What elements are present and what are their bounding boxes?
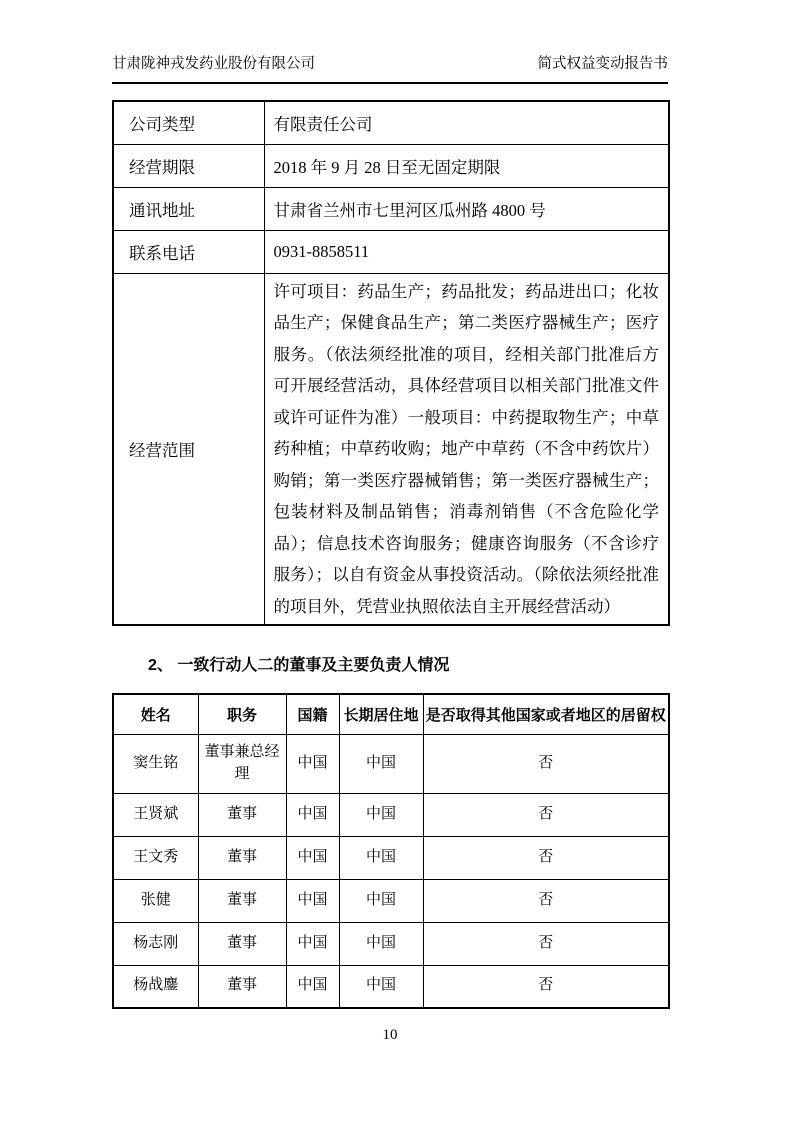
info-label-company-type: 公司类型 <box>113 101 264 144</box>
director-name: 杨战鏖 <box>113 965 198 1008</box>
director-residence: 中国 <box>339 836 423 879</box>
table-row <box>113 793 669 836</box>
table-header-row <box>113 694 669 734</box>
director-foreign-residency: 否 <box>423 734 669 793</box>
directors-table <box>112 693 670 1009</box>
director-nationality: 中国 <box>286 965 339 1008</box>
page-header <box>112 52 668 84</box>
director-residence: 中国 <box>339 965 423 1008</box>
director-nationality: 中国 <box>286 879 339 922</box>
director-name: 张健 <box>113 879 198 922</box>
director-foreign-residency: 否 <box>423 879 669 922</box>
column-header-name: 姓名 <box>113 694 198 734</box>
table-row <box>113 230 669 273</box>
info-value-phone: 0931-8858511 <box>264 230 669 273</box>
column-header-position: 职务 <box>198 694 286 734</box>
director-foreign-residency: 否 <box>423 922 669 965</box>
table-row <box>113 273 669 625</box>
table-row <box>113 922 669 965</box>
director-nationality: 中国 <box>286 734 339 793</box>
director-position: 董事 <box>198 793 286 836</box>
header-company-name: 甘肃陇神戎发药业股份有限公司 <box>112 56 315 72</box>
table-row <box>113 734 669 793</box>
info-value-operating-term: 2018 年 9 月 28 日至无固定期限 <box>264 144 669 187</box>
info-label-operating-term: 经营期限 <box>113 144 264 187</box>
director-foreign-residency: 否 <box>423 836 669 879</box>
director-nationality: 中国 <box>286 922 339 965</box>
director-position: 董事 <box>198 836 286 879</box>
info-value-address: 甘肃省兰州市七里河区瓜州路 4800 号 <box>264 187 669 230</box>
director-residence: 中国 <box>339 734 423 793</box>
director-nationality: 中国 <box>286 836 339 879</box>
director-position: 董事 <box>198 965 286 1008</box>
director-residence: 中国 <box>339 879 423 922</box>
director-foreign-residency: 否 <box>423 965 669 1008</box>
page-number: 10 <box>382 1027 398 1043</box>
column-header-nationality: 国籍 <box>286 694 339 734</box>
table-row <box>113 879 669 922</box>
director-foreign-residency: 否 <box>423 793 669 836</box>
table-row <box>113 836 669 879</box>
column-header-foreign-residency: 是否取得其他国家或者地区的居留权 <box>423 694 669 734</box>
column-header-residence: 长期居住地 <box>339 694 423 734</box>
director-name: 王文秀 <box>113 836 198 879</box>
director-position: 董事 <box>198 922 286 965</box>
info-value-company-type: 有限责任公司 <box>264 101 669 144</box>
table-row <box>113 144 669 187</box>
director-nationality: 中国 <box>286 793 339 836</box>
director-residence: 中国 <box>339 793 423 836</box>
director-name: 王贤斌 <box>113 793 198 836</box>
info-value-business-scope: 许可项目：药品生产；药品批发；药品进出口；化妆品生产；保健食品生产；第二类医疗器械生产；医疗服务。（依法须经批准的项目，经相关部门批准后方可开展经营活动，具体经营项目以相关部门批准文件或许可证件为准）一般项目：中药提取物生产；中草药种植；中草药收购；地产中草药（不含中药饮片）购销；第一类医疗器械销售；第一类医疗器械生产；包装材料及制品销售；消毒剂销售（不含危险化学品）；信息技术咨询服务；健康咨询服务（不含诊疗服务）；以自有资金从事投资活动。（除依法须经批准的项目外，凭营业执照依法自主开展经营活动） <box>264 273 669 625</box>
table-row <box>113 187 669 230</box>
director-position: 董事兼总经理 <box>198 734 286 793</box>
director-residence: 中国 <box>339 922 423 965</box>
info-label-phone: 联系电话 <box>113 230 264 273</box>
section-heading: 2、 一致行动人二的董事及主要负责人情况 <box>148 657 450 674</box>
table-row <box>113 101 669 144</box>
info-label-business-scope: 经营范围 <box>113 273 264 625</box>
company-info-table <box>112 100 670 626</box>
header-doc-title: 简式权益变动报告书 <box>537 56 668 72</box>
director-name: 杨志刚 <box>113 922 198 965</box>
director-name: 窦生铭 <box>113 734 198 793</box>
page-content <box>112 52 668 1044</box>
info-label-address: 通讯地址 <box>113 187 264 230</box>
director-position: 董事 <box>198 879 286 922</box>
table-row <box>113 965 669 1008</box>
